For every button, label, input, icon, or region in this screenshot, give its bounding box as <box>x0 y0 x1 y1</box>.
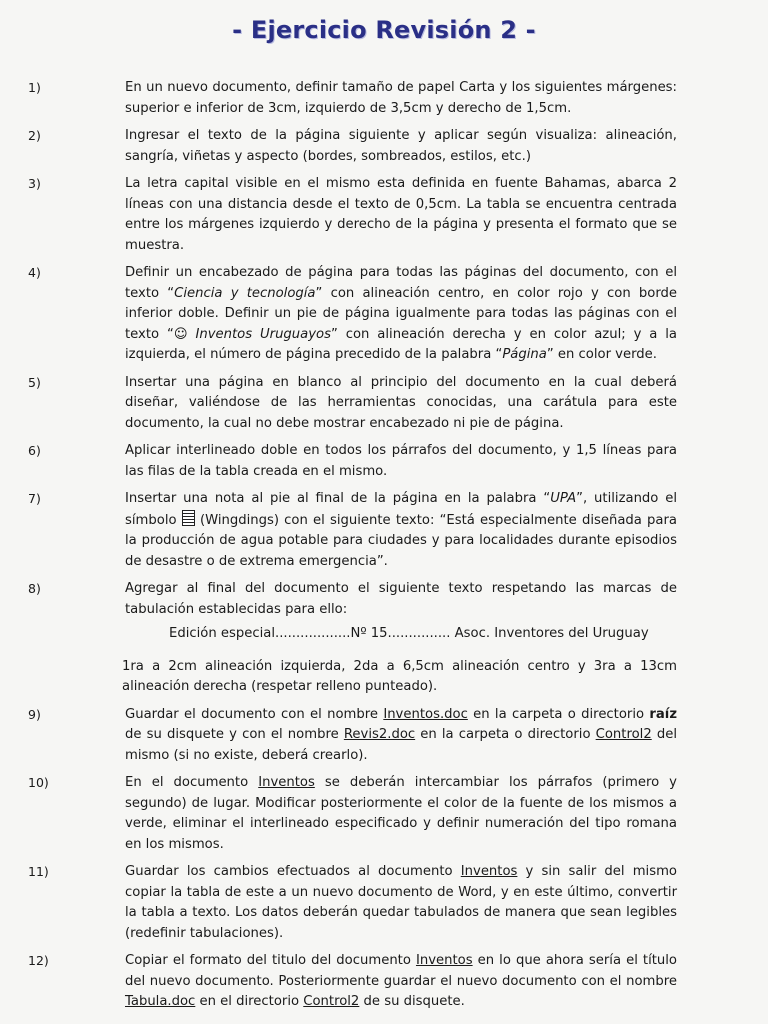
tab-stops-note: 1ra a 2cm alineación izquierda, 2da a 6,5cm alineación centro y 3ra a 13cm alineación derecha (respetar relleno punteado). <box>122 658 677 694</box>
list-item <box>28 489 677 572</box>
item-text: Aplicar interlineado doble en todos los párrafos del documento, y 1,5 líneas para las filas de la tabla creada en el mismo. <box>125 443 677 479</box>
item-text-part: de su disquete. <box>359 994 465 1009</box>
item-text-part: Definir un encabezado de página para todas las páginas del documento, con el texto “ <box>125 265 677 301</box>
item-number: 11) <box>28 864 49 879</box>
item-text-part: Insertar una nota al pie al final de la página en la palabra “ <box>125 491 551 506</box>
page-title: - Ejercicio Revisión 2 - <box>232 16 536 44</box>
item-text-part: ” con alineación derecha y en color azul; y a la izquierda, el número de página precedido de la palabra “ <box>125 326 677 362</box>
list-item <box>28 441 677 482</box>
item-text-part: en el directorio <box>195 994 304 1009</box>
item-text-part: En el documento <box>125 775 259 790</box>
italic-text: ☺ Inventos Uruguayos <box>173 326 331 342</box>
item-text: Ingresar el texto de la página siguiente y aplicar según visualiza: alineación, sangría, viñetas y aspecto (bordes, sombreados, estilos, etc.) <box>125 128 677 164</box>
list-item <box>28 705 678 767</box>
italic-text: UPA <box>550 491 577 506</box>
underlined-folder: Control2 <box>595 727 652 742</box>
item-text: Insertar una página en blanco al principio del documento en la cual deberá diseñar, valiéndose de las herramientas conocidas, una carátula para este documento, la cual no debe mostrar encabezado ni pie de página. <box>125 374 677 431</box>
list-item <box>28 174 677 256</box>
item-text: En un nuevo documento, definir tamaño de papel Carta y los siguientes márgenes: superior e inferior de 3cm, izquierdo de 3,5cm y derecho de 1,5cm. <box>125 80 677 116</box>
item-text-part: Copiar el formato del titulo del documento <box>125 953 416 968</box>
list-item <box>28 78 677 119</box>
italic-text: Ciencia y tecnología <box>174 285 316 301</box>
item-text-part: Guardar el documento con el nombre <box>125 706 384 722</box>
item-number: 12) <box>28 953 49 968</box>
item-text-part: en lo que ahora sería el título del nuevo documento. Posteriormente guardar el nuevo documento con el nombre <box>125 953 677 989</box>
underlined-filename: Inventos <box>415 953 473 968</box>
tabbed-text-line: Edición especial..................Nº 15............... Asoc. Inventores del Uruguay <box>169 626 649 641</box>
item-number: 3) <box>28 176 41 191</box>
list-item <box>28 862 677 944</box>
item-text-part: Guardar los cambios efectuados al documento <box>125 864 461 879</box>
item-number: 9) <box>28 706 41 722</box>
item-text-part: ”, utilizando el símbolo <box>125 491 677 528</box>
item-number: 2) <box>28 128 41 143</box>
wingdings-document-icon <box>182 510 195 526</box>
list-item <box>28 263 678 366</box>
item-number: 10) <box>28 775 49 790</box>
underlined-filename: Inventos <box>460 864 518 879</box>
bold-text: raíz <box>649 706 677 722</box>
item-number: 1) <box>28 80 41 95</box>
item-text-part: del mismo (si no existe, deberá crearlo). <box>125 727 678 763</box>
item-text: La letra capital visible en el mismo esta definida en fuente Bahamas, abarca 2 líneas con una distancia desde el texto de 0,5cm. La tabla se encuentra centrada entre los márgenes izquierdo y derecho de la página y presenta el formato que se muestra. <box>125 176 677 253</box>
item-text-part: de su disquete y con el nombre <box>125 727 344 742</box>
underlined-filename: Tabula.doc <box>125 994 196 1009</box>
list-item <box>28 579 677 698</box>
item-text-part: ” en color verde. <box>546 347 657 362</box>
item-text-part: ” con alineación centro, en color rojo y con borde inferior doble. Definir un pie de página igualmente para todas las páginas con el texto “ <box>125 285 678 342</box>
italic-text: Página <box>502 347 547 362</box>
list-item <box>28 951 677 1013</box>
list-item <box>28 773 677 855</box>
exercise-list <box>28 78 678 1020</box>
item-text-part: (Wingdings) con el siguiente texto: “Está especialmente diseñada para la producción de agua potable para ciudades y para localidades durante episodios de desastre o de extrema emergencia”. <box>125 512 677 569</box>
item-number: 5) <box>28 374 41 390</box>
item-text: Agregar al final del documento el siguiente texto respetando las marcas de tabulación establecidas para ello: <box>125 581 677 617</box>
item-number: 6) <box>28 443 41 458</box>
item-number: 8) <box>28 581 41 596</box>
list-item <box>28 373 677 435</box>
underlined-filename: Inventos.doc <box>383 706 468 722</box>
item-text-part: en la carpeta o directorio <box>415 727 596 742</box>
item-number: 7) <box>28 491 41 506</box>
list-item <box>28 126 677 167</box>
underlined-filename: Inventos <box>258 775 315 790</box>
underlined-folder: Control2 <box>303 994 360 1009</box>
item-number: 4) <box>28 265 41 280</box>
underlined-filename: Revis2.doc <box>343 727 416 742</box>
item-text-part: se deberán intercambiar los párrafos (primero y segundo) de lugar. Modificar posteriormente el color de la fuente de los mismos a verde, eliminar el interlineado especificado y definir numeración del tipo romana en los mismos. <box>125 775 677 852</box>
item-text-part: y sin salir del mismo copiar la tabla de este a un nuevo documento de Word, y en este último, convertir la tabla a texto. Los datos deberán quedar tabulados de manera que sean legibles (redefinir tabulaciones). <box>125 864 677 941</box>
item-text-part: en la carpeta o directorio <box>467 706 650 722</box>
